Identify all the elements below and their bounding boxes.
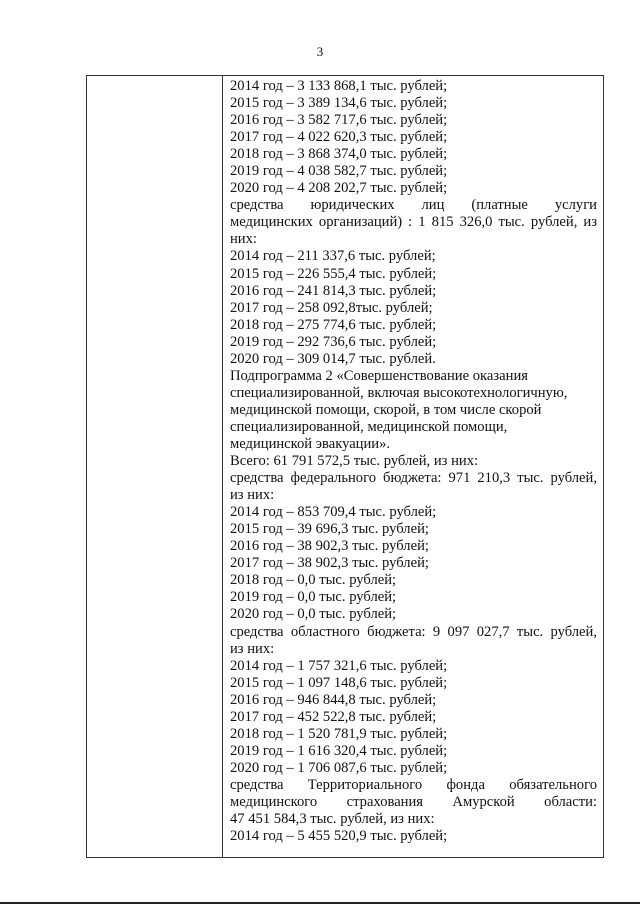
text-line: 2017 год – 452 522,8 тыс. рублей;	[230, 708, 437, 725]
text-line: медицинского страхования Амурской области:	[230, 793, 597, 810]
text-line: 2020 год – 0,0 тыс. рублей;	[230, 606, 397, 623]
text-line: 2014 год – 5 455 520,9 тыс. рублей;	[230, 828, 448, 845]
table-right-column	[223, 76, 603, 857]
text-line: средства федерального бюджета: 971 210,3 тыс. рублей,	[230, 470, 597, 487]
document-table	[86, 75, 604, 858]
text-line: 2018 год – 1 520 781,9 тыс. рублей;	[230, 725, 448, 742]
text-line: них:	[230, 231, 257, 248]
text-line: 2017 год – 4 022 620,3 тыс. рублей;	[230, 129, 448, 146]
text-line: средства областного бюджета: 9 097 027,7 тыс. рублей,	[230, 623, 597, 640]
page-bottom-rule	[0, 902, 640, 904]
text-line: 2018 год – 275 774,6 тыс. рублей;	[230, 316, 437, 333]
text-line: 2020 год – 1 706 087,6 тыс. рублей;	[230, 759, 448, 776]
text-line: медицинских организаций) : 1 815 326,0 тыс. рублей, из	[230, 214, 597, 231]
text-line: 2017 год – 38 902,3 тыс. рублей;	[230, 555, 429, 572]
text-line: 2018 год – 3 868 374,0 тыс. рублей;	[230, 146, 448, 163]
text-line: 2016 год – 946 844,8 тыс. рублей;	[230, 691, 437, 708]
text-line: 2020 год – 4 208 202,7 тыс. рублей;	[230, 180, 448, 197]
text-line: средства юридических лиц (платные услуги	[230, 197, 597, 214]
text-line: средства Территориального фонда обязательного	[230, 776, 597, 793]
page-number: 3	[316, 44, 324, 59]
text-line: 2015 год – 226 555,4 тыс. рублей;	[230, 265, 437, 282]
text-line: медицинской помощи, скорой, в том числе скорой	[230, 401, 542, 418]
text-line: специализированной, включая высокотехнологичную,	[230, 384, 568, 401]
text-line: Всего: 61 791 572,5 тыс. рублей, из них:	[230, 453, 479, 470]
table-left-column	[87, 76, 223, 857]
text-line: 2016 год – 3 582 717,6 тыс. рублей;	[230, 112, 448, 129]
text-line: 2014 год – 211 337,6 тыс. рублей;	[230, 248, 436, 265]
text-line: 47 451 584,3 тыс. рублей, из них:	[230, 811, 435, 828]
text-line: 2019 год – 292 736,6 тыс. рублей;	[230, 333, 437, 350]
text-line: 2018 год – 0,0 тыс. рублей;	[230, 572, 397, 589]
text-line: 2020 год – 309 014,7 тыс. рублей.	[230, 350, 436, 367]
text-line: 2019 год – 1 616 320,4 тыс. рублей;	[230, 742, 448, 759]
text-line: медицинской эвакуации».	[230, 435, 391, 452]
text-line: из них:	[230, 640, 275, 657]
text-line: специализированной, медицинской помощи,	[230, 418, 508, 435]
text-line: из них:	[230, 487, 275, 504]
text-line: 2014 год – 3 133 868,1 тыс. рублей;	[230, 78, 448, 94]
text-line: 2016 год – 38 902,3 тыс. рублей;	[230, 538, 429, 555]
text-line: 2015 год – 39 696,3 тыс. рублей;	[230, 521, 429, 538]
text-line: 2019 год – 4 038 582,7 тыс. рублей;	[230, 163, 448, 180]
text-line: 2019 год – 0,0 тыс. рублей;	[230, 589, 397, 606]
text-line: Подпрограмма 2 «Совершенствование оказания	[230, 367, 528, 384]
text-line: 2015 год – 1 097 148,6 тыс. рублей;	[230, 674, 448, 691]
text-line: 2014 год – 1 757 321,6 тыс. рублей;	[230, 657, 448, 674]
text-line: 2017 год – 258 092,8тыс. рублей;	[230, 299, 433, 316]
text-line: 2014 год – 853 709,4 тыс. рублей;	[230, 504, 437, 521]
text-line: 2015 год – 3 389 134,6 тыс. рублей;	[230, 95, 448, 112]
text-line: 2016 год – 241 814,3 тыс. рублей;	[230, 282, 437, 299]
